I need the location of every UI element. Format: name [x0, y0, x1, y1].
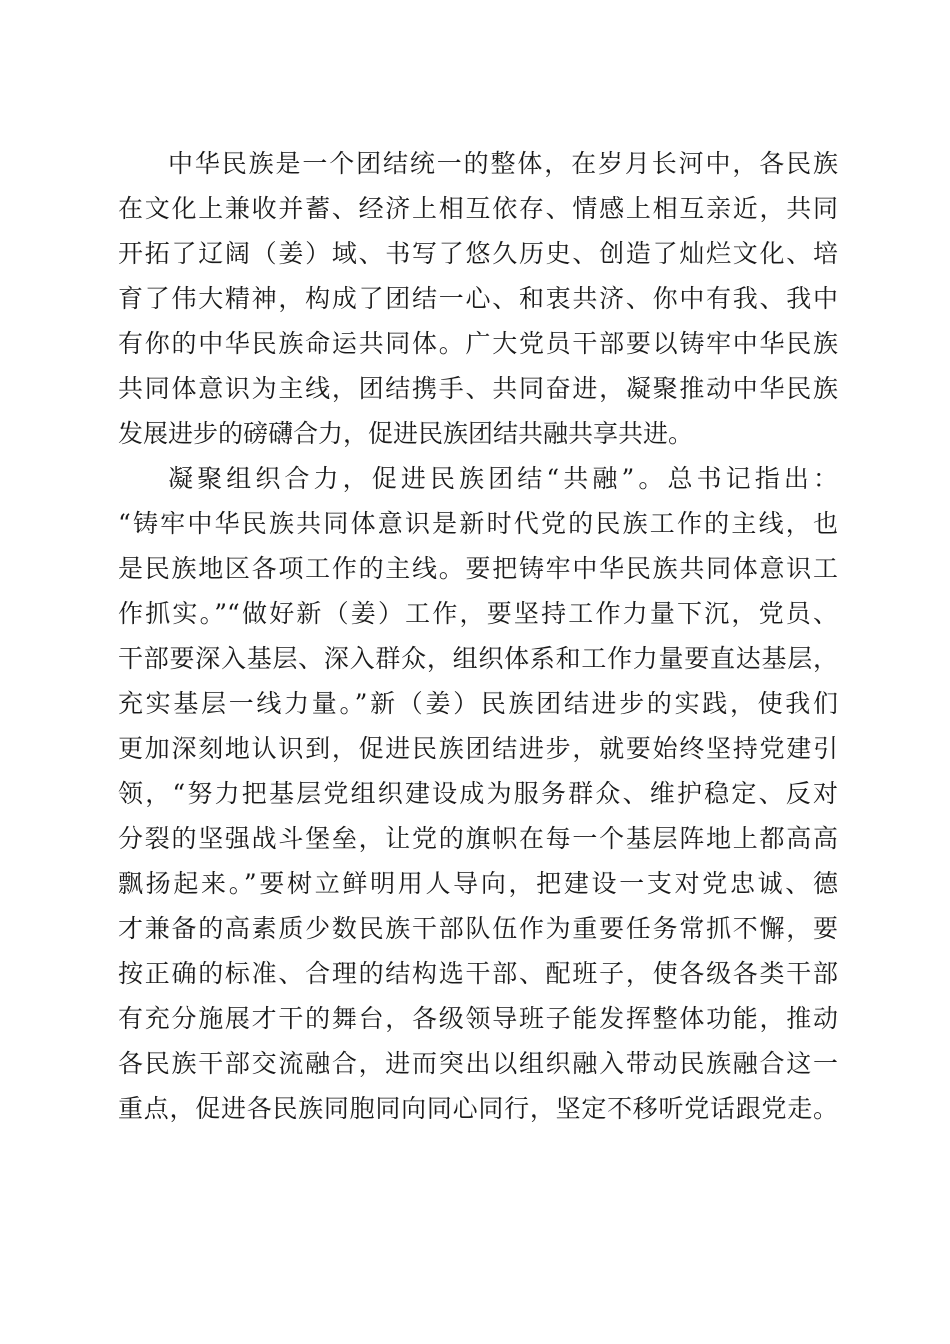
paragraph-line: 中华民族是一个团结统一的整体，在岁月长河中，各民族 [168, 149, 838, 178]
paragraph-2 [118, 456, 838, 1176]
paragraph-line: 发展进步的磅礴合力，促进民族团结共融共享共进。 [118, 419, 694, 448]
paragraph-1 [118, 141, 838, 456]
paragraph-line: 充实基层一线力量。”新（姜）民族团结进步的实践，使我们 [118, 689, 838, 718]
paragraph-line: 开拓了辽阔（姜）域、书写了悠久历史、创造了灿烂文化、培 [118, 239, 838, 268]
paragraph-line: 是民族地区各项工作的主线。要把铸牢中华民族共同体意识工 [118, 554, 838, 583]
paragraph-line: 育了伟大精神，构成了团结一心、和衷共济、你中有我、我中 [118, 284, 838, 313]
paragraph-line: 才兼备的高素质少数民族干部队伍作为重要任务常抓不懈，要 [118, 914, 838, 943]
paragraph-line: 飘扬起来。”要树立鲜明用人导向，把建设一支对党忠诚、德 [118, 869, 838, 898]
paragraph-line: 领，“努力把基层党组织建设成为服务群众、维护稳定、反对 [118, 779, 838, 808]
paragraph-line: 分裂的坚强战斗堡垒，让党的旗帜在每一个基层阵地上都高高 [118, 824, 838, 853]
paragraph-line: 更加深刻地认识到，促进民族团结进步，就要始终坚持党建引 [118, 734, 838, 763]
paragraph-line: “铸牢中华民族共同体意识是新时代党的民族工作的主线，也 [118, 509, 838, 538]
paragraph-line: 凝聚组织合力，促进民族团结“共融”。总书记指出： [168, 464, 838, 493]
paragraph-line: 作抓实。”“做好新（姜）工作，要坚持工作力量下沉，党员、 [118, 599, 838, 628]
paragraph-line: 有充分施展才干的舞台，各级领导班子能发挥整体功能，推动 [118, 1004, 838, 1033]
paragraph-line: 各民族干部交流融合，进而突出以组织融入带动民族融合这一 [118, 1049, 838, 1078]
paragraph-line: 干部要深入基层、深入群众，组织体系和工作力量要直达基层， [118, 644, 838, 673]
paragraph-line: 共同体意识为主线，团结携手、共同奋进，凝聚推动中华民族 [118, 374, 838, 403]
document-body [118, 141, 838, 1176]
paragraph-line: 有你的中华民族命运共同体。广大党员干部要以铸牢中华民族 [118, 329, 838, 358]
paragraph-line [118, 1131, 838, 1176]
paragraph-line: 按正确的标准、合理的结构选干部、配班子，使各级各类干部 [118, 959, 838, 988]
paragraph-line: 在文化上兼收并蓄、经济上相互依存、情感上相互亲近，共同 [118, 194, 838, 223]
paragraph-line: 重点，促进各民族同胞同向同心同行，坚定不移听党话跟党走。 [118, 1094, 838, 1123]
